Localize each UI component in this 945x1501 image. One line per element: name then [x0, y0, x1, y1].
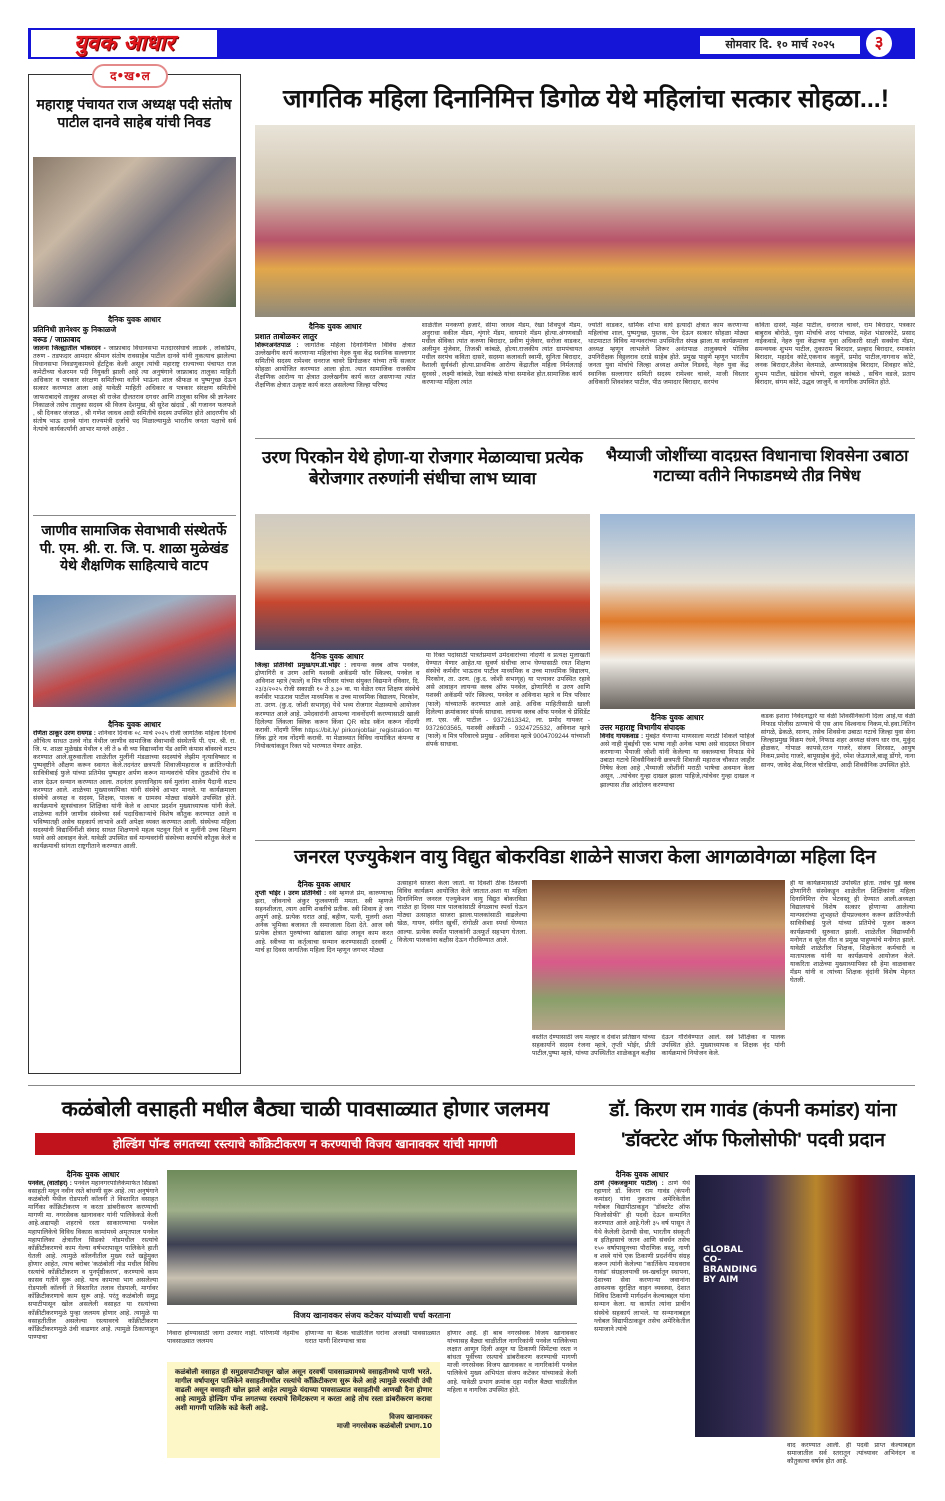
body-text: जागतिक महिला दिनानिमित्त विविध क्षेत्रात उल्लेखनीय कार्य करणाऱ्या महिलांचा नेहरु युवा केंद्र स्थानिक सल्लागार समितीचे सदस्य रामेश्वर धनराज चावरे डिगोळकर यांच्या तर्फे सत्कार सोहळा आयोजित करण्यात आला होता. त्यात सामाजिक राजकीय शैक्षणिक आरोग्य या क्षेत्रात उल्लेखनीय कार्य करत असणाऱ्या त्यांत शैक्षणिक क्षेत्रात उत्कृष्ट कार्य करत असलेल्या जिल्हा परिषद	[255, 342, 416, 390]
divider	[33, 515, 236, 516]
source-label: दैनिक युवक आधार	[310, 652, 364, 661]
top-story-photo	[255, 125, 915, 317]
kalamboli-col-1	[28, 1170, 158, 1490]
job-fair-body	[255, 652, 590, 835]
lead: तृप्ती भोईर । उरण प्रतिनिधी :	[255, 890, 327, 897]
photo-caption: विजय खानावकर संजय कटेकर यांच्याशी चर्चा करताना	[167, 1310, 577, 1324]
body-text: लायन्स क्लब ऑफ पनवेल, द्रोणागिरी व उरण आणि यशस्वी अकॅडमी फॉर स्किल्स, पनवेल व अविनाश म्हात्रे (फाले) व मित्र परिवार यांच्या संयुक्त विद्यमाने रविवार, दि. २३/३/२०२५ रोजी सकाळी १० ते ३.३० वा. या वेळेत रयत शिक्षण संस्थेचे कर्मवीर भाऊराव पाटील माध्यमिक व उच्च माध्यमिक विद्यालय, पिरकोन, ता. उरण. (कु.द. जोशी सभागृह) येथे भव्य रोजगार मेळाव्याचे आयोजन करण्यात आले आहे. उमेदवारांनी आपल्या नावनोंदणी करण्यासाठी खाली दिलेल्या लिंकला क्लिक करून किंवा QR कोड स्कॅन करून नोंदणी करावी. नोंदणी लिंक https://bit.ly/ pirkonjobfair_registration या लिंक द्वारे नाव नोंदणी करावी. या मेळाव्यात विविध नामांकित कंपन्या व नियोक्त्यांकडून रिक्त पदे भरण्यात येणार आहेत.	[255, 662, 420, 750]
dateline: वरूड / जाफ्राबाद	[33, 335, 81, 344]
body-text: जाफ्राबाद विधानसभा मतदारसंघाचे लाडके , लोकप्रिय, तरुण - तडफदार आमदार श्रीमान संतोष रावसाहेब पाटील दानवे यांनी नुकत्याच झालेल्या विधानसभा निवडणुकामध्ये हॅटट्रिक केली असून त्यांची महाराष्ट्र राज्याच्या पंचायत राज कमेटीच्या चेअरमन पदी नियुक्ती झाली आहे त्या अनुषंगाने जाफ्राबाद तालुका माहिती अधिकार व पत्रकार संरक्षण समितीच्या वतीने भाऊंना शाल श्रीफळ व पुष्पगुच्छ देऊन सत्कार करण्यात आला आहे यावेळी माहिती अधिकार व पत्रकार संरक्षण समितीचे जाफराबादचे तालूका अध्यक्ष श्री राजेश दौलतराव दगधर आणि तालूका सचिव श्री ज्ञानेश्वर निकाळजे तसेच तालुका सदस्य श्री विजय देशमुख, श्री सुरेश खंदाडे , श्री गजानन फलफले , श्री दिनकर जंजाळ , श्री गणेश जाधव आदी समितीचे सदस्य उपस्थित होते आदरणीय श्री संतोष भाऊ दानवे यांना राज्यमंत्री दर्जाचे पद मिळाल्यामुळे भारतीय जनता पक्षाचे सर्व नेत्यांचे कार्यकर्त्यांनी आभार मानले आहेत .	[33, 345, 236, 433]
body-text: वस्तीत देण्यासाठी जय मल्हार व देवांश प्रतिष्ठान यांच्या सहकार्याने सदस्य रंजना म्हात्रे, तृप्ती भोईर, प्रीती पाटील,पुष्पा म्हात्रे, यांच्या उपस्थितीत शाळेकडून बक्षीस देऊन गौरविण्यात आले. सर्व शिक्षिका व पालक उपस्थित होते. मुख्याध्यापक व शिक्षक वृंद यांनी कार्यक्रमाचे नियोजन केले.	[532, 1034, 785, 1058]
left-article-2-headline: जाणीव सामाजिक सेवाभावी संस्थेतर्फे पी. एम. श्री. रा. जि. प. शाळा मुळेखंड येथे शैक्षणिक साहित्याचे वाटप	[39, 522, 229, 573]
lead: रणिता ठाकूर उरण रायगड :	[33, 730, 96, 737]
womens-day-school-headline: जनरल एज्युकेशन वायु विद्युत बोकरविडा शाळेने साजरा केला आगळावेगळा महिला दिन	[294, 847, 876, 868]
divider	[255, 438, 915, 439]
lead: ठाणे (पंकजकुमार पाटील) :	[594, 1180, 664, 1187]
lead: पनवेल, (वार्ताहर) :	[28, 1180, 72, 1187]
source-label: दैनिक युवक आधार	[615, 1170, 669, 1179]
source-label: दैनिक युवक आधार	[308, 322, 362, 331]
womens-day-photo	[532, 880, 785, 1030]
lead: जिल्हा प्रतिनिधी प्रमुख/एम.डी.भोईर :	[255, 662, 347, 669]
protest-headline: भैय्याजी जोशींच्या वादग्रस्त विधानाचा शिवसेना उबाठा गटाच्या वतीने निफाडमध्ये तीव्र निषेध	[605, 448, 909, 485]
dakhal-badge: द•ख•ल	[92, 64, 168, 88]
womens-day-col-1	[255, 880, 393, 1078]
body-text: स्त्री म्हणजे प्रेम, कारुण्याचा झरा, जीवनाचे अंकुर फुलवणारी ममता. स्त्री म्हणजे सहनशीलता, त्याग आणि शक्तीचे प्रतीक. स्त्री शिवाय हे जग अपूर्ण आहे. प्रत्येक घरात आई, बहीण, पत्नी, मुलगी अशा अनेक भूमिका बजावत ती समाजाला दिशा देते. आज स्त्री प्रत्येक क्षेत्रात पुरुषांच्या खांद्याला खांदा लावून काम करत आहे. स्त्रीच्या या कर्तृत्वाचा सन्मान करण्यासाठी दरवर्षी ८ मार्च हा दिवस जागतिक महिला दिन म्हणून जगभर मोठ्या	[255, 890, 393, 954]
source-label: दैनिक युवक आधार	[297, 880, 351, 889]
doctorate-col-1	[594, 1170, 690, 1490]
body-text: मुंबईत येणाऱ्या माणसाला मराठी शिकले पाहिजे असे नाही मुंबईची एक भाषा नाही अनेक भाषा असे वादग्रस्त विधान करणाऱ्या भैयाजी जोशी यांनी केलेल्या या वक्तव्याचा निफाड येथे उबाठा गटाचे शिवसैनिकांनी छत्रपती शिवाजी महाराज चौकात जाहीर निषेध केला आहे ,भैय्याजी जोशींनी मराठी भाषेचा अवमान केला असून, ..त्यांचेवर गुन्हा दाखल झाला पाहिजे,त्यांचेवर गुन्हा दाखल न झाल्यास तीव्र आंदोलन करण्याचा	[600, 733, 755, 789]
kalamboli-subheadline: होल्डिंग पॉन्ड लगतच्या रस्त्याचे कॉंक्रिटीकरण न करण्याची विजय खानावकर यांची मागणी	[35, 1133, 575, 1155]
lead: जालना जिल्ह्यातील भोकरदन -	[33, 345, 106, 352]
body-text: या रिक्त पदांसाठी पात्रतेप्रमाणे उमेदवारांच्या नोंदणी व प्रत्यक्ष मुलाखती घेण्यात येणार आहेत.या सुवर्ण संधीचा लाभ घेण्यासाठी रयत शिक्षण संस्थेचे कर्मवीर भाऊराव पाटील माध्यमिक व उच्च माध्यमिक विद्यालय, पिरकोन, ता. उरण. (कु.द. जोशी सभागृह) या पत्त्यावर उपस्थित रहावे असे आवाहन लायन्स क्लब ऑफ पनवेल, द्रोणागिरी व उरण आणि यशस्वी अकॅडमी फॉर स्किल्स, पनवेल व अविनाश म्हात्रे व मित्र परिवार (फाले) यांच्यातर्फे करण्यात आले आहे. अधिक माहितीसाठी खाली दिलेल्या क्रमांकावर संपर्क साधावा. लायन्स क्लब ऑफ पनवेल चे प्रेसिडेंट ला. एस. जी. पाटील - 9372613342, ला. प्रमोद गायकर - 9372603565, यशस्वी अकॅडमी - 9324725532, अविनाश म्हात्रे (फाले) व मित्र परिवारचे प्रमुख - अविनाश म्हात्रे 9004709244 यांच्याशी संपर्क साधावा.	[425, 652, 590, 749]
divider	[28, 1085, 915, 1086]
body-text: वाद करण्यात आली. ही पदवी प्राप्त केल्याबद्दल समाजातील सर्व स्तरातून त्यांच्यावर अभिनंदन व कौतुकाचा वर्षाव होत आहे.	[787, 1442, 915, 1466]
photo-backdrop-sign: GLOBAL CO-BRANDING BY AIM	[703, 1245, 758, 1285]
source-label: दैनिक युवक आधार	[66, 1170, 120, 1179]
source-label: दैनिक युवक आधार	[108, 315, 161, 324]
doctorate-photo	[695, 1175, 915, 1437]
body-text: कडक इशारा निवेदनाद्वारे या वेळी शिवसैनिकांनी दिला आहे,या वेळी निफाड पोलीस ठाण्याचे पी एस आय विश्वनाथ निकम,पो.हवा.नितिन सांगळे, ढेकळे, सानप, तसेच शिवसेना उबाठा गटाचे जिल्हा युवा सेना जिल्हाप्रमुख विक्रम रंधवे, निफाड शहर अध्यक्ष संजय धार राव, मुकुंद होळकर, गोपाळ कापसे,रतन गाजरे, संजय शिरसाट, आयुष निकम,प्रमोद गाजरे, बापूसाहेब कुंदे, रमेश जेऊघाले,बाळू डोंगरे, नाना सानप, जावेद शेख,निरज चोरडिया, आदी शिवसैनिक उपस्थित होते.	[760, 713, 915, 769]
body-text: होणाऱ्या या बैठक चाळीतील घरांना अजखी पावसाळ्यात घरात पाणी शिरण्याचा त्रास	[305, 1330, 440, 1346]
protest-photo	[600, 514, 915, 709]
body-text: शनिवार दिनांक ०८ मार्च २०२५ रोजी जागतिक महिला दिनाचे औचित्य साधत उलवे नोड येथील जाणीव सामाजिक सेवाभावी संस्थेतर्फे पी. एम. श्री. रा. जि. प. शाळा मुळेखंड येथील १ ली ते ७ वी च्या विद्यार्थ्यांना पॅड आणि कंपास बॉक्सचे वाटप करण्यात आले.सुरुवातीला शाळेतील मुलींनी मंडळाच्या सदस्यांचे लेझीम नृत्याविष्कार व पुष्पवृष्टीने औक्षण करून स्वागत केले.तदनंतर छत्रपती शिवाजीमहाराज व क्रांतिज्योती सावित्रीबाई फुले यांच्या प्रतिमेस पुष्पहार अर्पण करून मान्यवरांचे पवित्र तुळशीचे रोप व शाल देऊन सन्मान करण्यात आला. तदनंतर इयत्तानिहाय सर्व मुलांना शालेय पैदानी वाटप करण्यात आले. शाळेच्या मुख्याध्यापिका यांनी संस्थेचे आभार मानले. या कार्यक्रमाला संस्थेचे अध्यक्ष व सदस्य, शिक्षक, पालक व ग्रामस्थ मोठ्या संख्येने उपस्थित होते. कार्यक्रमाचे सूत्रसंचालन शिक्षिका यांनी केले व आभार प्रदर्शन मुख्याध्यापक यांनी केले. शाळेच्या वतीने जाणीव संस्थेच्या सर्व पदाधिकाऱ्यांचे विशेष कौतुक करण्यात आले व भविष्यातही असेच सहकार्य लाभावे अशी अपेक्षा व्यक्त करण्यात आली. संस्थेच्या महिला सदस्यांनी विद्यार्थिनींशी संवाद साधत शिक्षणाचे महत्व पटवून दिले व मुलींनी उच्च शिक्षण घ्यावे असे आवाहन केले. यावेळी उपस्थित सर्व मान्यवरांनी संस्थेच्या कार्याचे कौतुक केले व कार्यक्रमाची सांगता राष्ट्रगीताने करण्यात आली.	[33, 730, 236, 851]
body-text: ठाणे येथे रहाणारे डॉ. किरण राम गावंड (कंपनी कमांडर) यांना नुकताच अमेरिकेतील ग्लोबल विद्यापीठाकडून "डॉक्टरेट ऑफ फिलोसोफी" ही पदवी देऊन सन्मानित करण्यात आले आहे.गेली ३५ वर्ष पासून ते येथे केलेली देशाची सेवा, भारतीय संस्कृती व इतिहासाचे जतन आणि संवर्धन तसेच १५० वर्षापासूनच्या पौराणिक वस्तू, नाणी व शस्त्रे यांचे एक ठिकाणी प्रदर्शनीय संग्रह करून त्यांनी केलेल्या "कार्तिकेय माधवराव गावंड" संग्रहालयाची स्व-खर्चातून स्थापना, देशाच्या सेवा करणाऱ्या जवानांना आवश्यक सुरक्षित वाहन व्यवस्था, देशात विविध ठिकाणी मार्गदर्शन केल्याबद्दल यांना सन्मान केला. या कार्यात त्यांना प्राचीन संस्थेचे सहकार्य लाभले. या सन्मानाबद्दल ग्लोबल विद्यापीठाकडून तसेच अमेरिकेतील समाजाने त्यांचे	[594, 1180, 690, 1333]
left-article-1	[33, 315, 236, 515]
body-text: पनवेल महानगरपालिकेमार्फत सिडको वसाहती मधून नवीन रस्ते बांधणी सुरू आहे. त्या अनुषंगाने कळंबोली येथील रोडपाली कॉलनी ते विस्तारित वसाहत मार्गिका काँक्रिटीकरण न करता डांबरीकरण करण्याची मागणी मा. नगरसेवक खानावकर यांनी पालिकेकडे केली आहे.अद्यापही शहराचे रस्ता साकारण्याचा पनवेल महापालिकेचे विविध विकास कामांमध्ये अमृतपाल पनवेल महापालिका क्षेत्रातील सिडको नोडमधील रस्त्यांचे कॉंक्रीटीकरणचे काम गेल्या वर्षभरापासून पालिकेने हाती घेतली आहे. त्यामुळे कॉलनीतील मुख्य रस्ते खड्डेमुक्त होणार आहेत, त्याच बरोबर 'कळंबोली नोड मधील विविध रस्त्यांचे कॉंक्रीटीकरण व पुनर्पृष्ठीकरण', करण्याचे काम कासव गतीने सुरू आहे. याच कामाचा भाग असलेल्या रोडपाली कॉलनी ते विस्तारित तलाव रोडपाली, मार्गावर कॉंक्रिटीकरणाचे काम सुरू आहे. परंतु कळंबोली समुद्र सपाटीपासून खोल असलेली वसाहत या रस्त्यांच्या कॉंक्रीटीकरणमुळे पुन्हा जलमय होणार आहे. त्यामुळे या वसाहतीतील असलेल्या रस्त्यावरचे कॉंक्रीटीकरण कॉंक्रिटीकरणमुळे उंची वाढणार आहे. त्यामुळे ठिकाणाहून पाण्याचा	[28, 1180, 158, 1341]
divider	[255, 840, 915, 841]
left-article-2-photo	[33, 595, 236, 707]
quote-author: विजय खानावकर	[389, 1413, 432, 1421]
job-fair-photo	[255, 514, 590, 650]
kalamboli-headline: कळंबोली वसाहती मधील बैठ्या चाळी पावसाळ्यात होणार जलमय	[61, 1098, 550, 1121]
top-story-headline: जागतिक महिला दिनानिमित्त डिगोळ येथे महिलांचा सत्कार सोहळा...!	[282, 85, 890, 113]
body-text: ज्योती वाडकर, धार्मिक शोभा वाघे इत्यादी क्षेत्रात काम करणाऱ्या महिलांचा शाल, पुष्पगुच्छ, पुस्तक, पेन देऊन सत्कार सोहळा मोठ्या थाटमाटात विविध मान्यवरांच्या उपस्थितीत संपन्न झाला.या कार्यक्रमाला अध्यक्ष म्हणून लाभलेले शिरूर अनंतपाळ तालुक्याचे पोलिस उपनिरीक्षक विठ्ठलराव दराडे साहेब होते. प्रमुख पाहुणे म्हणून भारतीय जनता युवा मोर्चाचे जिल्हा अध्यक्ष अमोल निडवदे, नेहरु युवा केंद्र स्थानिक सल्लागार समिती सदस्य रामेश्वर चावरे, माजी विस्तार अधिकारी शिवशंकर पाटील, पीठ जमादार बिरादार, सरपंच	[588, 322, 749, 386]
issue-date: सोमवार दि. १० मार्च २०२५	[700, 36, 860, 54]
body-text: शाळेतील मनकर्णा हजारे, सीमा जाधव मॅडम, रेखा शिवपुजे मॅडम, अनुराधा वकील मॅडम, शृंगारे मॅडम, वाघमारे मॅडम होत्या.अंगणवाडी मधील सेविका त्यांत करुणा बिरादार, प्रवीण मुंजेवार, सरोजा वाडकर, अलीमुन मुंजेवार, तिजश्री कांबळे, होत्या.राजकीय त्यांत ग्रामपंचायत मधील सरपंच कविता दासरे, सदस्या कलावती स्वामी, सुनिता बिरादार, वैशाली सुर्यवंशी होत्या.प्राथमिक आरोग्य केंद्रातील महिला निर्मलताई सुरवसे , लक्ष्मी कांबळे, रेखा कांबळे यांचा समावेश होत.सामाजिक कार्य करणाऱ्या महिला त्यांत	[421, 322, 582, 386]
protest-body	[600, 713, 915, 835]
byline: उत्तर महाराष्ट्र विभागीय संपादक	[600, 723, 685, 732]
source-label: दैनिक युवक आधार	[108, 720, 161, 729]
quote-box	[167, 1362, 440, 1458]
byline: प्रशात ताबोळकर लातुर	[255, 332, 318, 341]
page-number: ३	[866, 30, 892, 57]
body-text: निवारा होण्यासाठी जागा उरणार नाही. परिणामी नेहमीच पावसाळ्यात जलमय	[167, 1330, 299, 1346]
newspaper-logo: युवक आधार	[31, 30, 217, 57]
doctorate-headline: डॉ. किरण राम गावंड (कंपनी कमांडर) यांना 'डॉक्टरेट ऑफ फिलोसोफी' पदवी प्रदान	[609, 1100, 897, 1152]
top-story-body	[255, 322, 915, 432]
kalamboli-photo	[167, 1170, 577, 1305]
left-article-2	[33, 720, 236, 1075]
body-text: उत्साहाने साजरा केला जातो. या दिवशी ठीक ठिकाणी विविध कार्यक्रम आयोजित केले जातात.अशा या महिला दिनानिमित्त जनरल एज्युकेशन वायु विद्युत बोकरविडा शाळेत हा दिवस मात्र पालकांसाठी वेगळ्याच स्पर्धा घेऊन मोठ्या उत्साहात साजरा झाला.पालकांसाठी वाढलेल्या खेळ, गायन, संगीत खुर्ची, रांगोळी अशा स्पर्धा घेण्यात आल्या. प्रत्येक स्पर्धेत पालकांनी उत्स्फूर्त सहभाग घेतला. विजेत्या पालकांना बक्षीस देऊन गौरविण्यात आले.	[397, 880, 527, 944]
body-text: कविता दासरे, महेश पाटील, धनराज चावरे, राम बिरादार, पत्रकार बाबुराव बोरोळे, युवा मोर्चाचे शरद पांचाळ, महेश भंडारकोटे, प्रसाद नाईकवाडे, नेहरु युवा केंद्राच्या युवा अधिकारी साक्षी सक्सेना मॅडम, समन्वयक शुभम पाटील, तुकाराम बिरादार, प्रल्हाद बिरादार, रमाकांत बिरादार, महादेव कोटे,एकनाथ कवुर्ले, प्रमोद पाटील,नागनाथ कोटे, जनक बिरादार,शैलेश वेलमाळे, अण्णासाहेब बिरादार, शिवहार कोटे, शुभम पाटील, खंडेराव चोपणे, राहुल कांबळे , सचिन वडजे, प्रताप बिरादार, संगम कोटे, उद्धव जाजुर्ने, व नागरिक उपस्थित होते.	[754, 322, 915, 386]
quote-author-role: माजी नगरसेवक कळंबोली प्रभाग.10	[336, 1422, 432, 1430]
source-label: दैनिक युवक आधार	[650, 713, 704, 722]
body-text: होणार आहे. ही बाब नगरसेवक विजय खानावकर यांच्यासह बैठ्या चाळीतील नागरिकांनी पनवेल पालिकेच्या लक्षात आणून दिली असून या ठिकाणी सिमेंटचा रस्ता न बांधता पूर्वीच्या रस्त्याचे डांबरीकरण करण्याची मागणी माजी नगरसेवक विजय खानावकर व नागरिकांनी पनवेल पालिकेचे मुख्य अभियंता संजय कटेकर यांच्याकडे केली आहे. यावेळी प्रभाग क्रमांक दहा मधील बैठ्या चाळीतील महिला व नागरिक उपस्थित होते.	[447, 1330, 577, 1394]
job-fair-headline: उरण पिरकोन येथे होणा-या रोजगार मेळाव्याचा प्रत्येक बेरोजगार तरुणांनी संधीचा लाभ घ्यावा	[262, 448, 583, 489]
left-article-1-headline: महाराष्ट्र पंचायत राज अध्यक्ष पदी संतोष पाटील दानवे साहेब यांची निवड	[36, 96, 232, 130]
lead: शिरूरअनंतपाळ :	[255, 342, 299, 349]
body-text: ही या कार्यक्रमासाठी उपस्थित होता. तसेच पुई क्लब द्रोणागिरी संस्थेकडून शाळेतील शिक्षिकांना महिला दिनानिमित्त रोप भेटवस्तू ही देण्यात आली.अध्यक्षा विद्यालयाचे विशेष सत्कार होणाऱ्या आलेल्या मान्यवरांच्या शुभहस्ते दीपप्रज्वलन करून क्रांतिज्योती सावित्रीबाई फुले यांच्या प्रतिमेचे पूजन करून कार्यक्रमाची सुरुवात झाली. शाळेतील विद्यार्थ्यांनी मनोगत व सुरेल गीत व प्रमुख पाहुण्यांचे मनोगत झाले. यावेळी शाळेतील शिक्षक, शिक्षकेतर कर्मचारी व मातापालक यांनी या कार्यक्रमाचे आयोजन केले. याकरिता शाळेच्या मुख्याध्यापिका सौ हेमा वाळवाकर मॅडम यांनी व त्यांच्या शिक्षक वृंदांनी विशेष मेहनत घेतली.	[790, 880, 915, 985]
byline: प्रतिनिधी ज्ञानेश्वर कु निकाळजे	[33, 325, 117, 334]
quote-text: कळंबोली वसाहत ही समुद्रसपाटीपासून खोल असून दरवर्षी पावसाळ्यामध्ये वसाहतीमध्ये पाणी भरते. मागील वर्षापासून पालिकेने वसाहतीमधील रस्त्यांचे कॉंक्रिटीकरण सुरू केले आहे त्यामुळे रस्त्यांची उंची वाढली असून वसाहती खोल झाले आहेत त्यामुळे यंदाच्या पावसाळ्यात वसाहतीची आणखी दैना होणार आहे त्यामुळे होल्डिंग पॉन्ड लगतच्या रस्त्याचे सिमेंटकरण न करता आहे तोच रस्ता डांबरीकरण करावा अशी मागणी पालिके कडे केली आहे.	[175, 1368, 432, 1412]
left-article-1-photo	[33, 157, 236, 307]
lead: विनोद गायकवाड :	[600, 733, 644, 740]
